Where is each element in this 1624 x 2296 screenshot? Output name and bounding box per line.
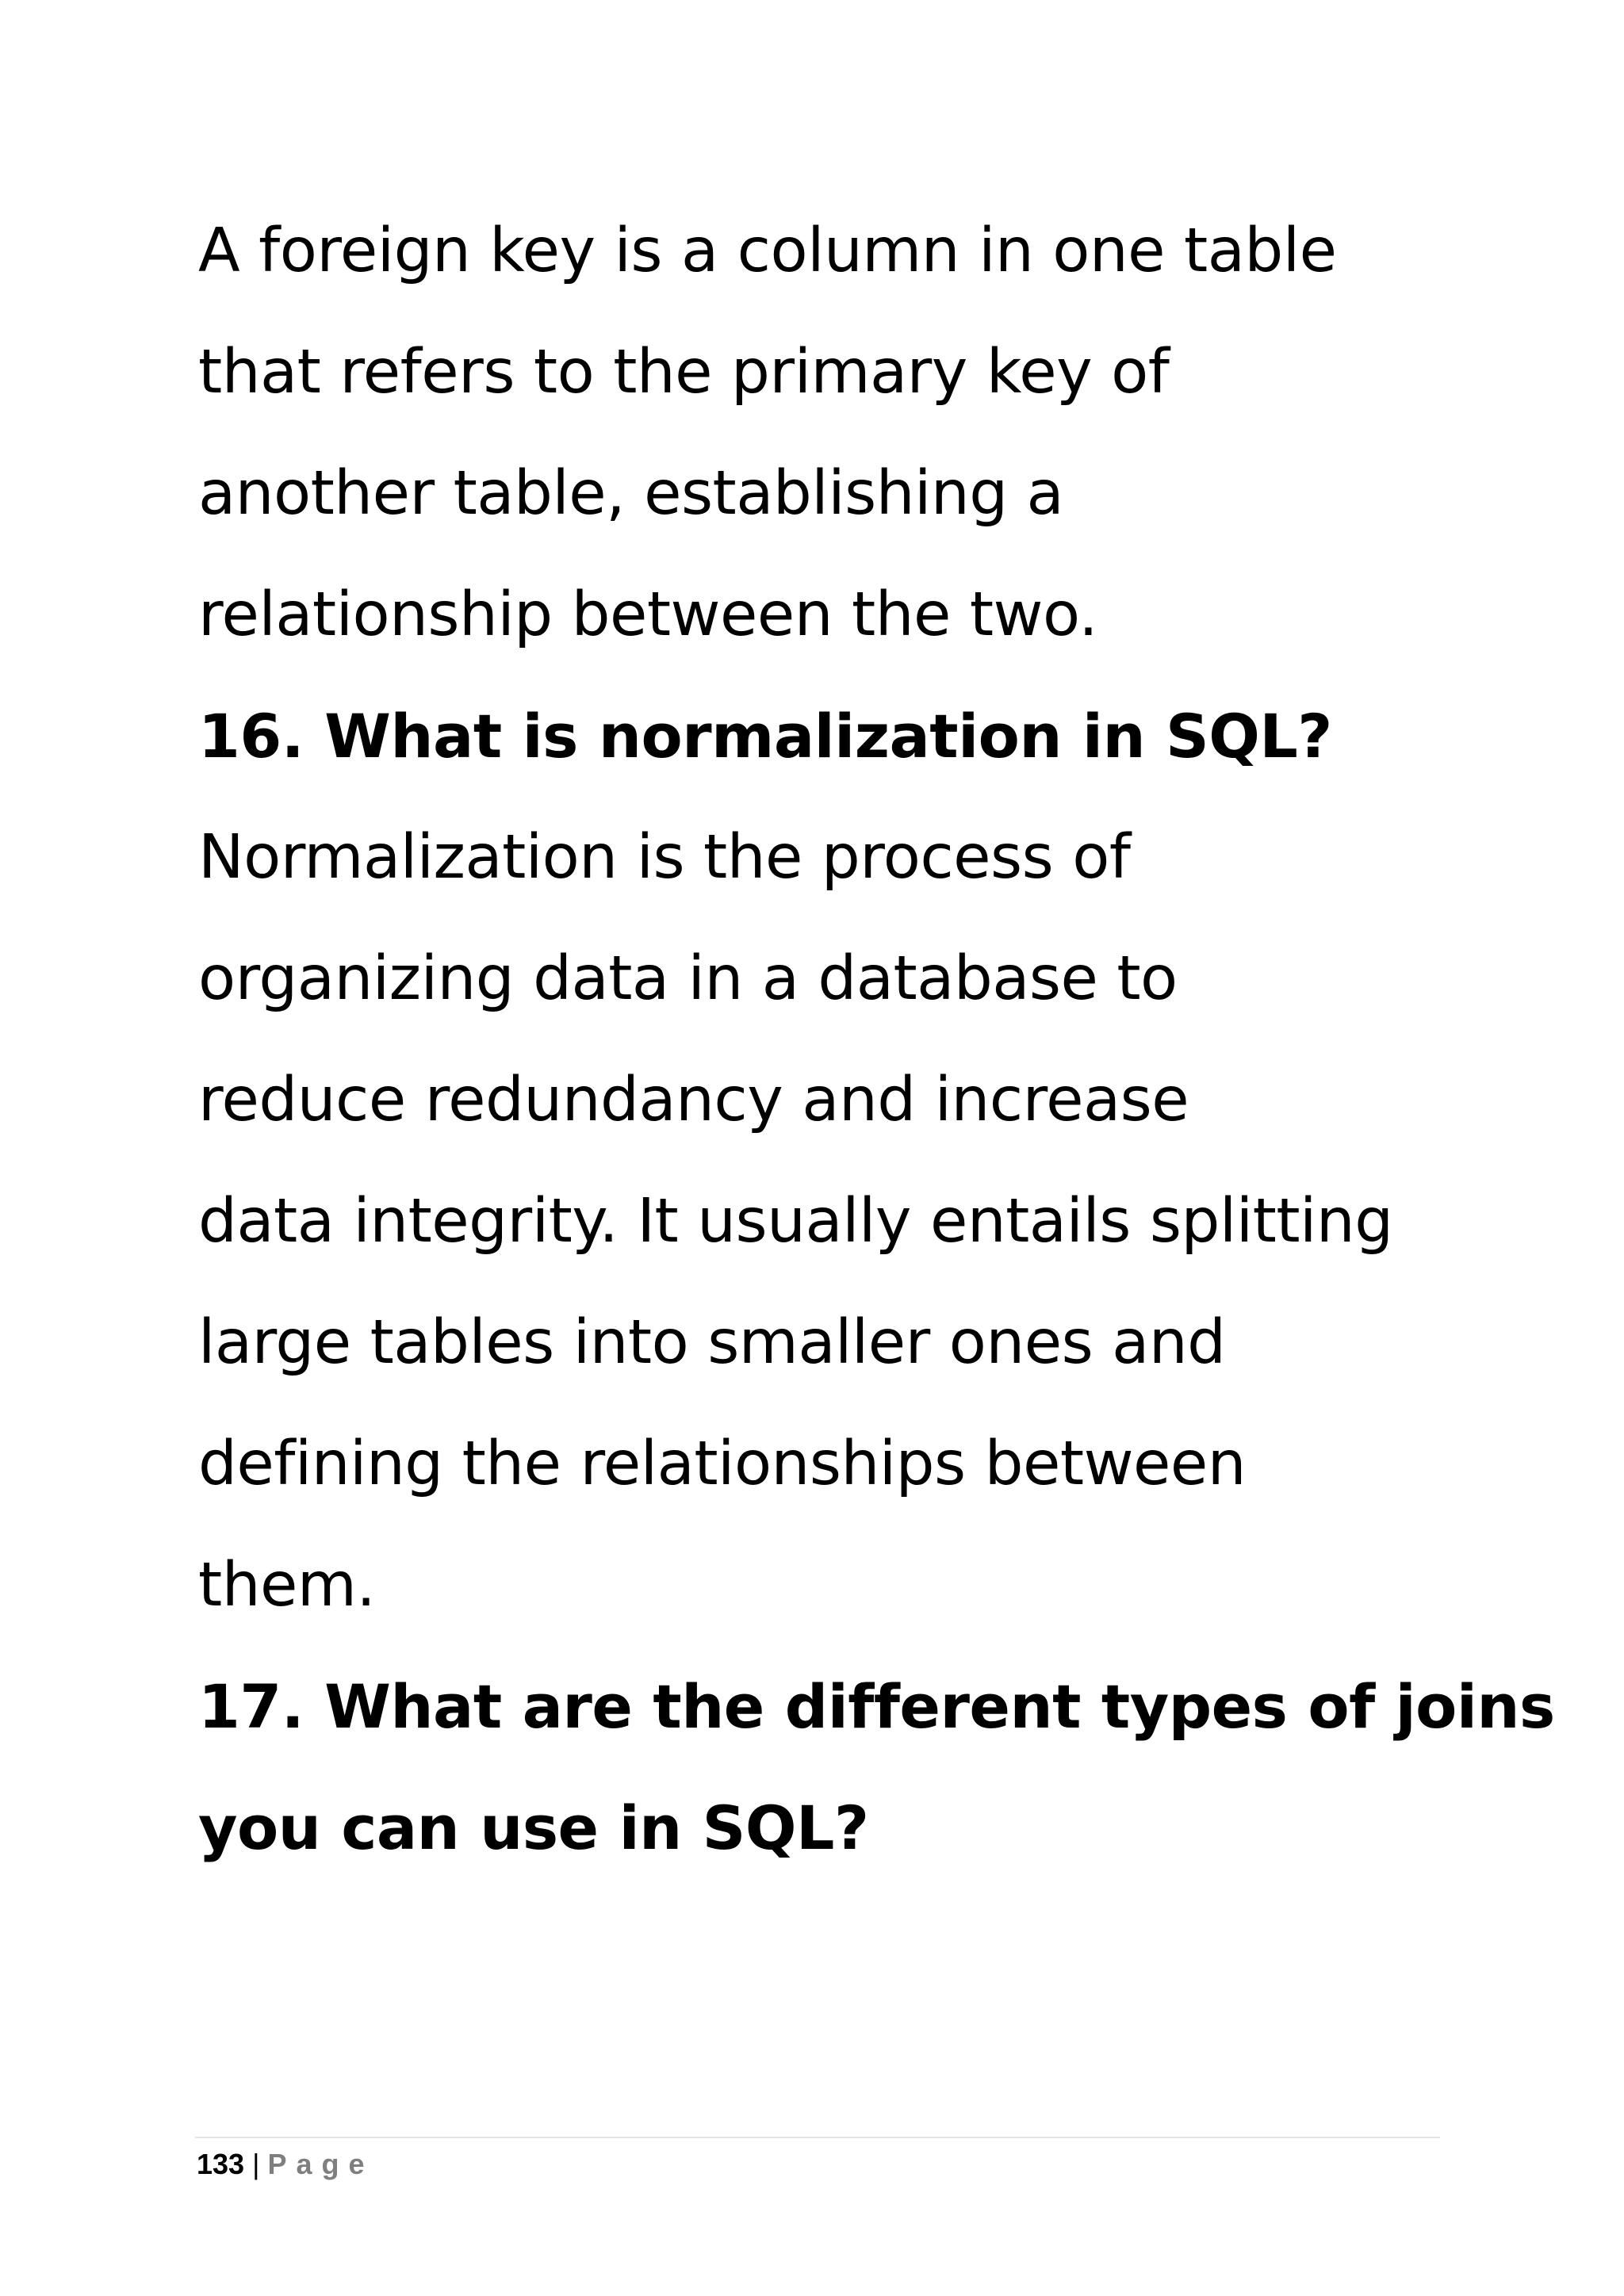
text-line: large tables into smaller ones and <box>198 1307 1226 1378</box>
text-line: relationship between the two. <box>198 580 1098 650</box>
page-number: 133 <box>197 2148 245 2180</box>
text-line: organizing data in a database to <box>198 943 1178 1014</box>
paragraph-foreign-key <box>198 190 1459 675</box>
heading-line: 17. What are the different types of joins <box>198 1671 1555 1742</box>
text-line: reduce redundancy and increase <box>198 1065 1189 1135</box>
text-line: another table, establishing a <box>198 458 1064 529</box>
heading-question-16 <box>198 675 1459 797</box>
page-footer <box>197 2141 373 2188</box>
text-line: that refers to the primary key of <box>198 337 1170 408</box>
text-line: A foreign key is a column in one table <box>198 216 1337 286</box>
text-line: Normalization is the process of <box>198 822 1131 893</box>
footer-divider <box>195 2137 1440 2138</box>
heading-question-17 <box>198 1646 1555 1888</box>
footer-separator: | <box>252 2148 260 2180</box>
paragraph-normalization <box>198 797 1459 1646</box>
text-line: them. <box>198 1550 376 1621</box>
heading-line: 16. What is normalization in SQL? <box>198 701 1332 771</box>
text-line: data integrity. It usually entails splitting <box>198 1186 1393 1257</box>
page-content <box>198 190 1555 1888</box>
page-label: Page <box>267 2148 374 2180</box>
heading-line: you can use in SQL? <box>198 1793 869 1863</box>
text-line: defining the relationships between <box>198 1429 1247 1499</box>
